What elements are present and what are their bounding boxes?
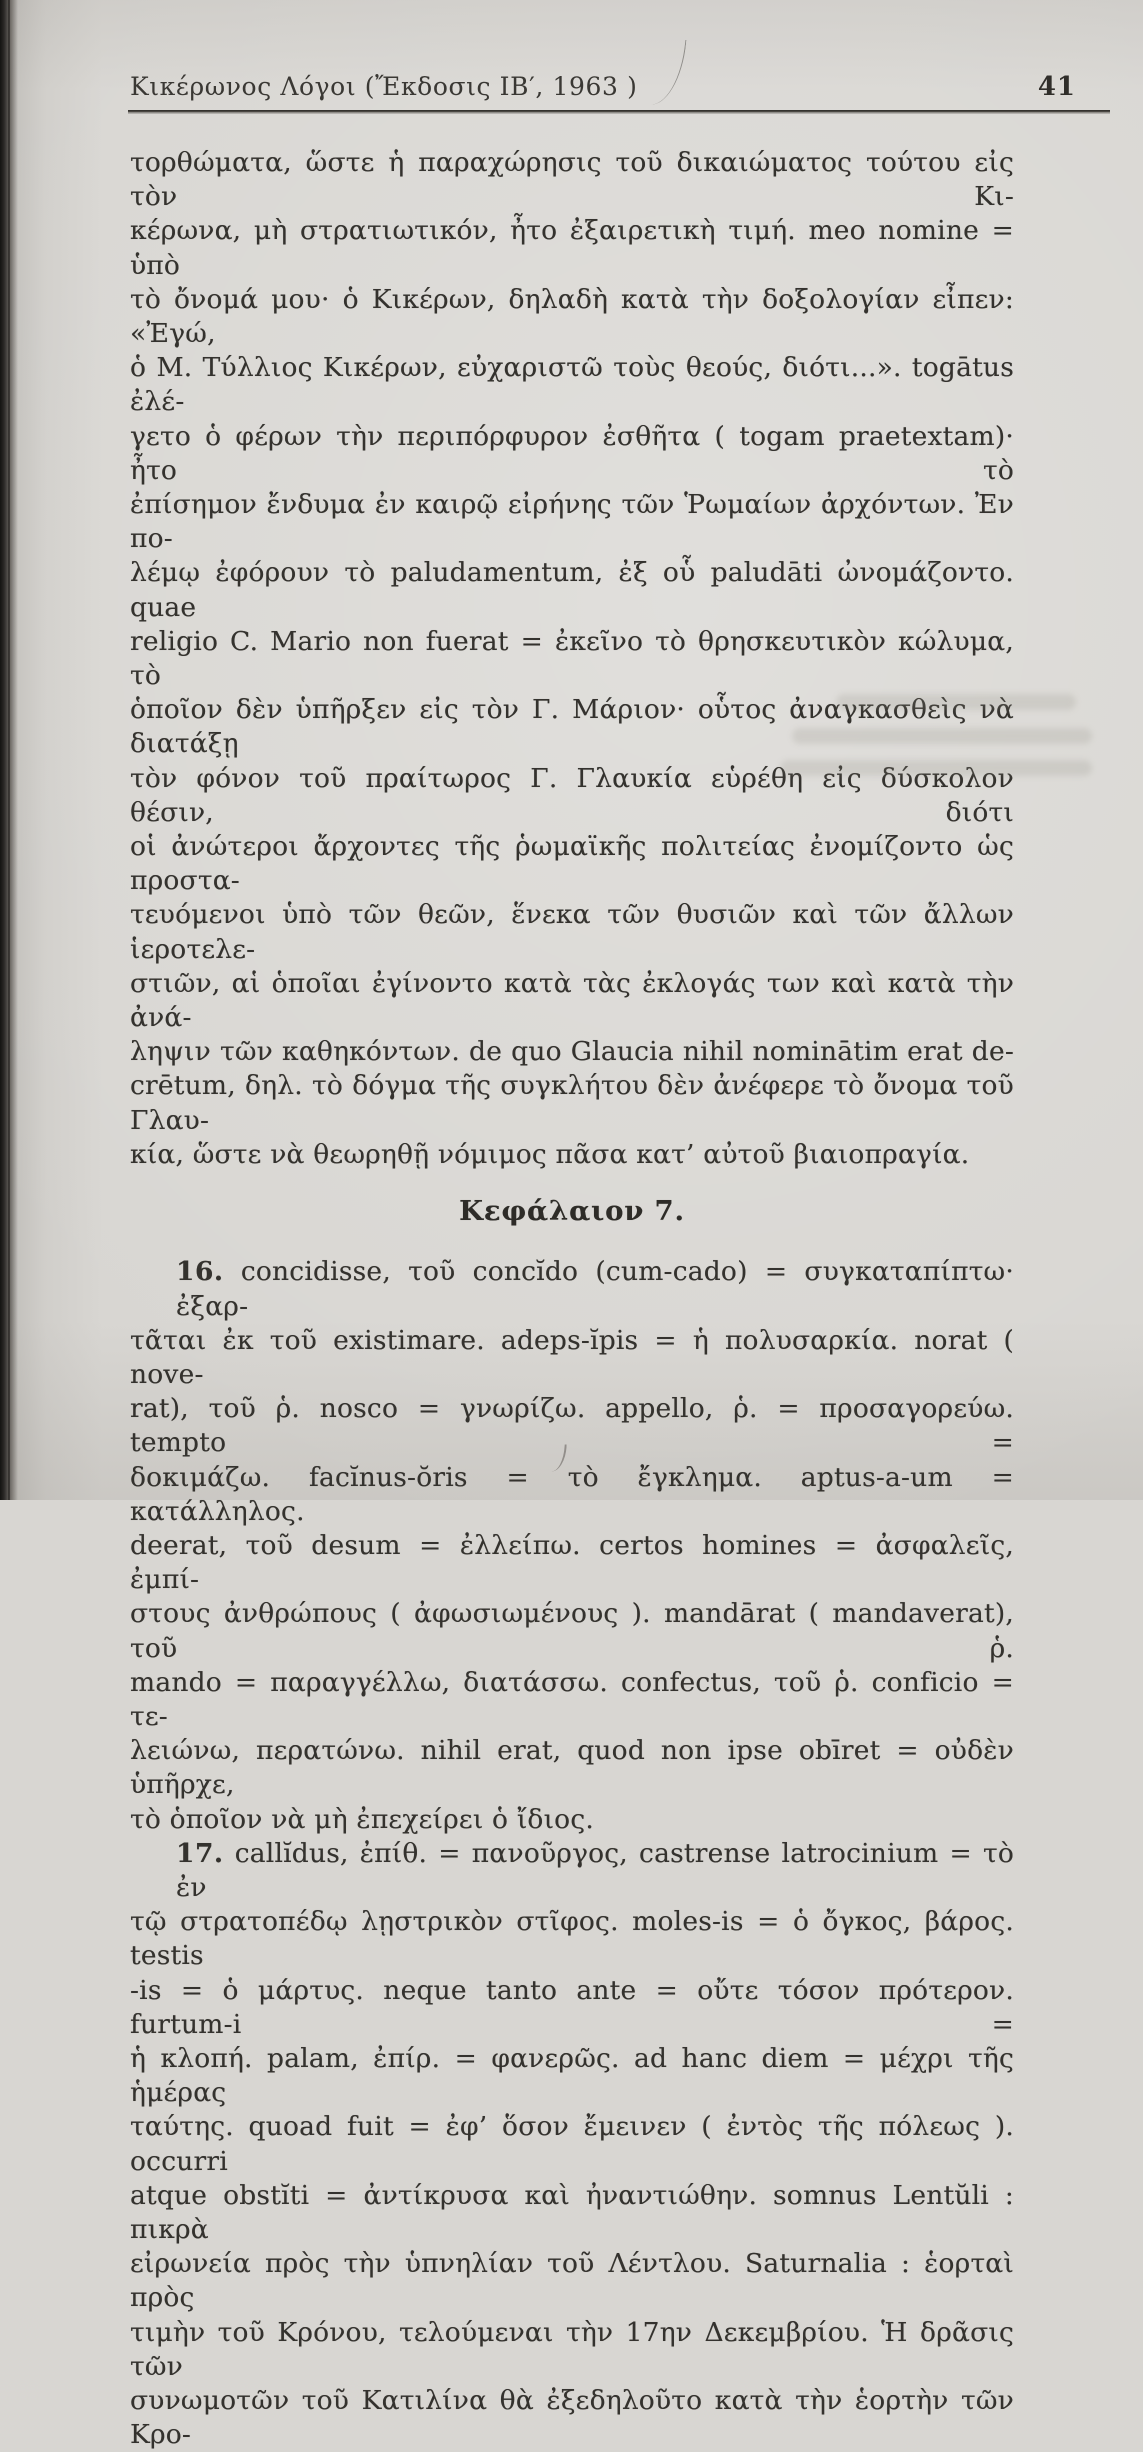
- text-line: κέρωνα, μὴ στρατιωτικόν, ἦτο ἐξαιρετικὴ τιμή. meo nomine = ὑπὸ: [130, 215, 1014, 281]
- text-line: λέμῳ ἐφόρουν τὸ paludamentum, ἐξ οὗ paludāti ὠνομάζοντο. quae: [130, 557, 1014, 623]
- text-line: κία, ὥστε νὰ θεωρηθῇ νόμιμος πᾶσα κατ’ αὐτοῦ βιαιοπραγία.: [130, 1138, 970, 1170]
- paragraph-number: 17.: [176, 1837, 224, 1869]
- paragraph: [130, 1255, 1014, 1836]
- text-line: religio C. Mario non fuerat = ἐκεῖνο τὸ θρησκευτικὸν κώλυμα, τὸ: [130, 625, 1014, 692]
- paragraph: [130, 1837, 1014, 2452]
- text-line: δοκιμάζω. facĭnus-ŏris = τὸ ἔγκλημα. aptus-a-um = κατάλληλος.: [130, 1461, 1014, 1527]
- text-line: rat), τοῦ ῥ. nosco = γνωρίζω. appello, ῥ. = προσαγορεύω. tempto =: [130, 1393, 1014, 1459]
- text-line: τὸ ὄνομά μου· ὁ Κικέρων, δηλαδὴ κατὰ τὴν δοξολογίαν εἶπεν: «Ἐγώ,: [130, 283, 1014, 350]
- text-line: τῷ στρατοπέδῳ λῃστρικὸν στῖφος. moles-is = ὁ ὄγκος, βάρος. testis: [130, 1906, 1014, 1972]
- text-line: τιμὴν τοῦ Κρόνου, τελούμεναι τὴν 17ην Δεκεμβρίου. Ἡ δρᾶσις τῶν: [130, 2316, 1014, 2382]
- text-line: deerat, τοῦ desum = ἐλλείπω. certos homines = ἀσφαλεῖς, ἐμπί-: [130, 1529, 1014, 1596]
- text-line: τὸ ὁποῖον νὰ μὴ ἐπεχείρει ὁ ἴδιος.: [130, 1803, 594, 1835]
- paragraph: [130, 146, 1014, 1172]
- text-block: [130, 146, 1014, 2452]
- header-rule: [128, 110, 1110, 113]
- ink-bleedthrough: [792, 728, 1092, 744]
- chapter-heading: Κεφάλαιον 7.: [459, 1195, 685, 1228]
- text-line: οἱ ἀνώτεροι ἄρχοντες τῆς ῥωμαϊκῆς πολιτείας ἐνομίζοντο ὡς προστα-: [130, 831, 1014, 897]
- running-title: Κικέρωνος Λόγοι (Ἔκδοσις ΙΒ′, 1963 ): [130, 72, 638, 101]
- text-line: τᾶται ἐκ τοῦ existimare. adeps-ĭpis = ἡ πολυσαρκία. norat ( nove-: [130, 1324, 1014, 1390]
- text-line: 16. concidisse, τοῦ concĭdo (cum-cado) = συγκαταπίπτω· ἐξαρ-: [176, 1256, 1014, 1322]
- text-line: -is = ὁ μάρτυς. neque tanto ante = οὔτε τόσον πρότερον. furtum-i =: [130, 1974, 1014, 2040]
- text-line: ἡ κλοπή. palam, ἐπίρ. = φανερῶς. ad hanc diem = μέχρι τῆς ἡμέρας: [130, 2042, 1014, 2109]
- ink-bleedthrough: [780, 760, 1092, 776]
- text-line: 17. callĭdus, ἐπίθ. = πανοῦργος, castrense latrocinium = τὸ ἐν: [176, 1837, 1014, 1903]
- text-line: λειώνω, περατώνω. nihil erat, quod non ipse obīret = οὐδὲν ὑπῆρχε,: [130, 1735, 1014, 1801]
- ink-bleedthrough: [836, 694, 1076, 710]
- text-line: στιῶν, αἱ ὁποῖαι ἐγίνοντο κατὰ τὰς ἐκλογάς των καὶ κατὰ τὴν ἀνά-: [130, 967, 1014, 1034]
- text-line: ταύτης. quoad fuit = ἐφ’ ὅσον ἔμεινεν ( ἐντὸς τῆς πόλεως ). occurri: [130, 2111, 1014, 2177]
- text-line: ληψιν τῶν καθηκόντων. de quo Glaucia nihil nominātim erat de-: [130, 1036, 1014, 1068]
- page-header: [130, 72, 1110, 106]
- paragraph-number: 16.: [176, 1256, 224, 1288]
- text-line: τὸν φόνον τοῦ πραίτωρος Γ. Γλαυκία εὑρέθη εἰς δύσκολον θέσιν, διότι: [130, 762, 1014, 828]
- text-line: τορθώματα, ὥστε ἡ παραχώρησις τοῦ δικαιώματος τούτου εἰς τὸν Κι-: [130, 147, 1014, 213]
- binding-edge-line: [8, 0, 10, 1500]
- text-line: ἐπίσημον ἔνδυμα ἐν καιρῷ εἰρήνης τῶν Ῥωμαίων ἀρχόντων. Ἐν πο-: [130, 489, 1014, 555]
- text-line: στους ἀνθρώπους ( ἀφωσιωμένους ). mandārat ( mandaverat), τοῦ ῥ.: [130, 1598, 1014, 1664]
- page-number: 41: [1037, 72, 1076, 102]
- text-line: τευόμενοι ὑπὸ τῶν θεῶν, ἕνεκα τῶν θυσιῶν καὶ τῶν ἄλλων ἱεροτελε-: [130, 899, 1014, 965]
- text-line: atque obstĭti = ἀντίκρυσα καὶ ἠναντιώθην. somnus Lentŭli : πικρὰ: [130, 2179, 1014, 2245]
- text-line: crētum, δηλ. τὸ δόγμα τῆς συγκλήτου δὲν ἀνέφερε τὸ ὄνομα τοῦ Γλαυ-: [130, 1070, 1014, 1136]
- text-line: γετο ὁ φέρων τὴν περιπόρφυρον ἐσθῆτα ( togam praetextam)· ἦτο τὸ: [130, 420, 1014, 486]
- text-line: εἰρωνεία πρὸς τὴν ὑπνηλίαν τοῦ Λέντλου. Saturnalia : ἑορταὶ πρὸς: [130, 2248, 1014, 2314]
- text-line: συνωμοτῶν τοῦ Κατιλίνα θὰ ἐξεδηλοῦτο κατὰ τὴν ἑορτὴν τῶν Κρο-: [130, 2385, 1014, 2451]
- text-line: ὁποῖον δὲν ὑπῆρξεν εἰς τὸν Γ. Μάριον· οὗτος ἀναγκασθεὶς νὰ διατάξῃ: [130, 694, 1014, 760]
- text-line: mando = παραγγέλλω, διατάσσω. confectus, τοῦ ῥ. conficio = τε-: [130, 1666, 1014, 1732]
- text-line: ὁ Μ. Τύλλιος Κικέρων, εὐχαριστῶ τοὺς θεούς, διότι...». togātus ἐλέ-: [130, 352, 1014, 418]
